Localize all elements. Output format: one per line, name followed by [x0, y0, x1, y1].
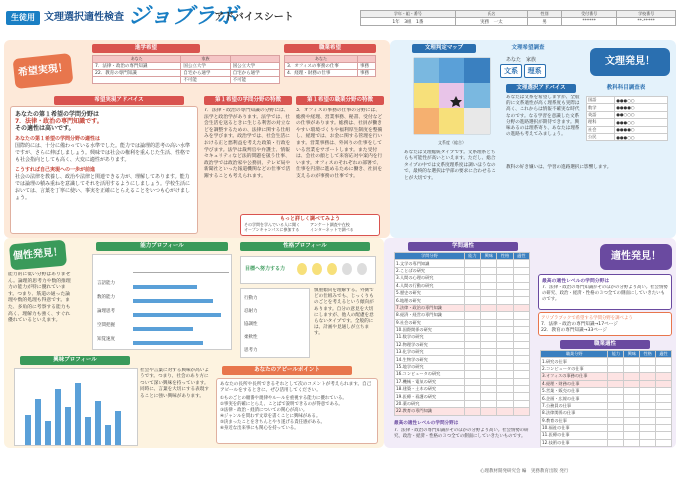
sheet-title: アドバイスシート: [214, 12, 294, 23]
gakumon-high-h: 最高の適性レベルの学問分野は: [394, 421, 459, 426]
col2-header: 第１希望の学問分野の特徴: [204, 96, 292, 105]
footer-publisher: 心理教材開発研究会 編 実務教育出版 発行: [480, 469, 569, 474]
student-info-table: 学年・組・番号 氏名 性別 受付番号 学校番号 1年 3組 1番 実務 一太 男 ****** **-*****: [360, 10, 676, 26]
hope-badge: 希望実現！: [13, 53, 74, 89]
adv-text: あなたは文系を希望しますが、全般的に文系適性が高く理系度も実際は高く、これからは情報不確実な時代なのです。なる学習を意識した文系分野の進路選択が期待できます。興味あるのは理系寄り、あなたは理系の進路も考えてみましょう。: [506, 95, 580, 138]
pers-rows: 行動力 忍耐力 協調性 柔軟性 思考力: [240, 288, 310, 358]
bulb-icon: [312, 263, 322, 275]
ability-bars-area: [133, 259, 229, 273]
interest-bar: [95, 401, 101, 445]
interest-note: 社会や言葉に対する興味が高いようです。つまり、社会のあり方について深い興味を持っています。同時に、言葉を大切にする表現することに強い興味があります。: [140, 368, 209, 399]
map-header: 文理判定マップ: [412, 44, 476, 53]
gakumon-book-box: アリプラブックで希望する学問分野を調べよう 7．法律・政治の専門知識→17ページ 22．教育の専門知識→33ページ: [538, 312, 672, 336]
interest-bar: [35, 399, 41, 445]
interest-bar: [65, 407, 71, 445]
gakumon-top-box: 最高の適性レベルの学問分野は 7．法律・政治の専門知識がそのほかの分野より高い。社会情勢の研究、政治・経済・性格の３つ全ての側面にしていきたいものです。: [538, 274, 672, 310]
appeal-header: あなたのアピールポイント: [222, 366, 352, 375]
map-note: あなたは文理総統タイプです。文系理系どちらも可能性が高いといえます。ただし、総合タイプの中では文系度理系度は調いほうなので、最終的な選択は学部の要求に合わせることが大切です。: [404, 150, 496, 181]
interest-bar: [25, 415, 31, 445]
shokugyo-header: 職業適性: [560, 340, 650, 349]
advice-box: あなたの第１希望の学問分野は 7．法律・政治の専門知識です。 その適性は高いです。 あなたの第１希望の学問分野の適性は 国際的には、十分に備わっている水準でした。能力では論理的思考の高い水準ですが、さらに伸ばしましょう。興味では社会の権利を重んじた生活、性格でも社会指向としても高く、大変に適性があります。 こうすれば自己実現への一歩が前進 社会の法律を教養し、政治や法律と関連できる力が、理解してあります。能力では論理の積み重ねを意識してそれを活用するようにしましょう。学校生活においては、言葉を丁寧に使い、事実を正確にとらえることをいつも心がけましょう。: [10, 106, 198, 234]
pref-you-chip: 文系: [500, 64, 522, 78]
interest-chart: [14, 368, 138, 446]
subjects-header: 教科科目調査表: [606, 85, 646, 91]
map-axis-x: 文系度（総合）: [438, 140, 466, 145]
appeal-box: あなたの長所や長所できるそれとして次のコメントが考えられます。自己アピールをするときに、ぜひ活用してください。 ①ものごとの順番や規律やルールを重視する能力に優れている。 ②事実を的確にとらえ、ことばで説明できるのが得意である。 ③法律・政治・経済についての関心が高い。 ④ジャンルを問わず文章を書くことに興味がある。 ⑤決まったことをきちんとやり遂げる責任感がある。 ⑥身近な出来事にも関心を持っている。: [216, 378, 378, 444]
logo: ジョブラボ: [128, 4, 238, 29]
subjects-note: 教科の好き嫌いは、学習の進路選択に影響します。: [506, 165, 612, 170]
pers-note: 慎重傾向を理解する。外側でどの仕組みでも、じっくりものごとを考えるという傾向があります。自分の意見を大切にしますが、他人の配慮を怠らないタイプです。全般的には、計画や見通しが立ちます。: [314, 288, 374, 337]
shokugyo-table: あなた 3．オフィスの事務の仕事 事務 4．経理・財務の仕事 事務: [284, 55, 376, 77]
bulb-icon: [357, 263, 367, 275]
gakumon-table: 学問分野 能力 興味 性格 適性 1.文学の専門知識 2.ことばの研究 3.人間の心理の研究 4.人間の行動の研究 5.歴史の研究 6.地理の研究 7.法律・政治の専門知識 8.経済・経営の専門知識 9.社会の研究 10.国際関係の研究 11.数学の研究 12.物理学の研究 13.化学の研究 14.生物学の研究 15.地学の研究 16.コンピュータの研究 17.機械・電気の研究 18.建築・土木の研究 19.医療・看護の研究 20.薬の研究 22.教育の専門知識: [394, 252, 530, 416]
advice-header: 希望実現アドバイス: [54, 96, 184, 105]
ability-bars: [133, 281, 221, 351]
interest-bar: [115, 411, 121, 445]
bulb-icon: [327, 263, 337, 275]
interest-bar: [85, 417, 91, 445]
shingaku-table: あなた 家族 7．法律・政治の専門知識 国公立大学 国公立大学 22．教育の専門知識 自宅から通学 自宅から通学 不可能 不可能: [92, 55, 280, 84]
pers-goal: 目標へ努力する力: [240, 256, 376, 284]
tekisei-badge: 適性発見！: [600, 244, 672, 270]
interest-header: 興味プロフィール: [20, 356, 130, 365]
bulb-icon: [342, 263, 352, 275]
shingaku-header: 進学希望: [92, 44, 200, 53]
ability-chart: 言語能力 数的能力 論理思考 空間把握 知覚速度: [92, 254, 232, 350]
subjects-table: 国語 ●●●○○ 数学 ●●●●○ 英語 ●●○○○ 理科 ●●●○○ 社会 ●●●●○ 公民 ●●●○○: [586, 96, 668, 141]
pref-header: 文理希望調査: [511, 45, 545, 51]
pers-header: 性格プロフィール: [240, 242, 370, 251]
interest-bar: [75, 383, 81, 445]
ability-header: 能力プロフィール: [96, 242, 228, 251]
col3-text: 3．オフィスの事務の仕事の分野には、総務や経理、営業事務、秘書、受付などの仕事があります。総務は、社員が働きやすい環境づくりや福利厚生制度を整備し、経理では、お金に関する管理を行います。営業事務は、外回りの仕事をしている営業をサポートします。また受付は、会社の顔として来客応対や案内を行います。オフィスのそれぞれの部署で、仕事を円滑に進めるために働き、社員を支えるのが事務の仕事です。: [296, 108, 383, 179]
col3-header: 第１希望の職業分野の特徴: [296, 96, 384, 105]
gakumon-header: 学問適性: [408, 242, 518, 251]
kosei-badge: 個性発見！: [9, 240, 67, 271]
interest-bar: [55, 389, 61, 445]
interest-bar: [105, 425, 111, 445]
pref-chips: [500, 64, 546, 78]
col2-text: 7．法律・政治の専門知識の分野には、法学と政治学があります。法学では、社会生活を送るときに生じる利害の対立などを調整するための、法律に関する仕組みを学びます。政治学では、社会生活における正と悪利益を考えた政策・行政を学びます。法学は裁判官や弁護士、情報セキュリティなど法的問題を扱う仕事、政治学では政治家や公務員、テレビ局や新聞社といった報道機関などの仕事で活躍することも考えられます。: [204, 108, 291, 179]
shokugyo-header: 職業希望: [284, 44, 376, 53]
test-title: 文理選択適性検査: [44, 12, 124, 23]
ability-note: 能力的に低い分野はありません。論理的思考力や数的推理力の能力が特に優れています。つまり、筋道の通った論理や数的処理も得意です。また、多角的に考察する能力も高く、理解力も強く、すぐれ優れているといえます。: [8, 272, 71, 324]
shokugyo-table-apt: 職業分野 能力 興味 性格 適性 1.研究の仕事 2.コンピュータの仕事 3.オフィスの事務の仕事 4.経理・財務の仕事 5.営業・販売の仕事 6.企画・広報の仕事 7.公務員の仕事 8.法律関係の仕事 9.教育の仕事 10.福祉の仕事 11.医療の仕事 12.技術の仕事: [540, 350, 672, 447]
tips-box: もっと詳しく調べてみよう その学問を学んでいる人に聞く アンケート調査や在校 オープンキャンパスに参加する インターネットで調べる: [240, 214, 380, 236]
gakumon-high-text: 7．法律・政治の専門知識がそのほかの分野より高い。社会情勢の研究、政治・経済・性格の３つ全ての側面にしていきたいものです。: [394, 428, 529, 439]
interest-bar: [45, 421, 51, 445]
pref-family-chip: 理系: [524, 64, 546, 78]
pref-labels: あなた 家族: [506, 57, 537, 63]
bulb-icon: [297, 263, 307, 275]
bunri-badge: 文理発見！: [590, 48, 670, 76]
student-tag: 生徒用: [6, 11, 40, 25]
adv-header: 文理選択アドバイス: [506, 84, 576, 93]
bunri-map: [404, 56, 494, 148]
